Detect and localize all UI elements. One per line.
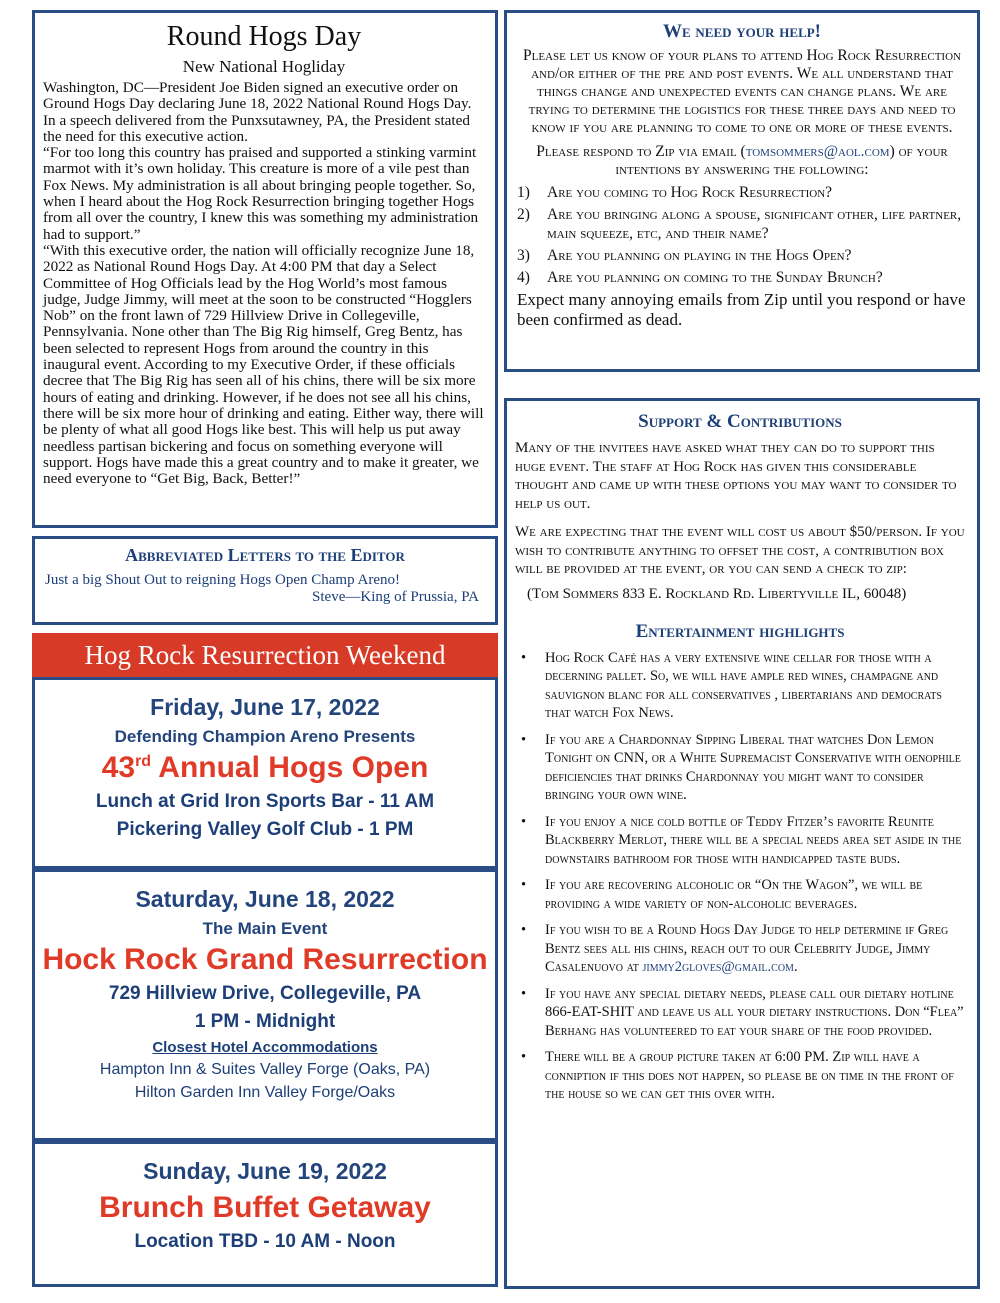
help-intro: Please let us know of your plans to attend Hog Rock Resurrection and/or either of the pre and post events. We all understand that things change and unexpected events can change plans. We are trying to determine the logistics for these three days and need to know if you are planning to come to one or more of these events. xyxy=(523,47,961,136)
question-number: 4) xyxy=(517,269,530,286)
friday-golf: Pickering Valley Golf Club - 1 PM xyxy=(116,819,414,840)
article-paragraph: Washington, DC—President Joe Biden signed an executive order on Ground Hogs Day declaring June 18, 2022 National Round Hogs Day. In a speech delivered from the Punxsutawney, PA, the President stated the need for this executive action. xyxy=(43,79,472,145)
judge-email-link[interactable]: jimmy2gloves@gmail.com xyxy=(642,959,794,975)
help-footer: Expect many annoying emails from Zip until you respond or have been confirmed as dead. xyxy=(517,290,966,329)
hotel-item: Hampton Inn & Suites Valley Forge (Oaks, PA) xyxy=(99,1061,431,1078)
list-item xyxy=(515,649,965,723)
list-item xyxy=(515,813,965,869)
bullet: • xyxy=(521,922,527,938)
article-paragraph: “With this executive order, the nation will officially recognize June 18, 2022 as National Round Hogs Day. At 4:00 PM that day a Select Committee of Hog Officials lead by the Hog World’s most famous judge, Judge Jimmy, will meet at the soon to be constructed “Hogglers Nob” on the front lawn of 729 Hillview Drive in Collegeville, Pennsylvania. None other than The Big Rig himself, Greg Bentz, has been selected to represent Hogs from around the country in this inaugural event. According to my Executive Order, if these officials decree that The Big Rig has seen all of his chins, there will be six more hours of eating and drinking. However, if he does not see all his chins, there will be six more hour of drinking and eating. Either way, there will be plenty of what all good Hogs like best. This will help us put away needless partisan bickering and focus on something everyone will support. Hogs have made this a great country and to make it greater, we need everyone to “Get Big, Back, Better!” xyxy=(43,241,484,488)
respond-text: ) of your intentions by answering the following: xyxy=(615,143,948,178)
question-item xyxy=(517,268,967,287)
letters-heading: Abbreviated Letters to the Editor xyxy=(125,545,405,565)
question-list xyxy=(517,183,967,287)
letter-text: Just a big Shout Out to reigning Hogs Open Champ Areno! xyxy=(45,572,400,588)
friday-presenter: Defending Champion Areno Presents xyxy=(114,727,416,746)
weekend-banner: Hog Rock Resurrection Weekend xyxy=(32,633,498,677)
hotel-item: Hilton Garden Inn Valley Forge/Oaks xyxy=(134,1084,396,1101)
question-number: 1) xyxy=(517,184,530,201)
saturday-date: Saturday, June 18, 2022 xyxy=(135,886,395,912)
hotel-heading: Closest Hotel Accommodations xyxy=(152,1039,378,1056)
bullet: • xyxy=(521,1049,527,1065)
list-item xyxy=(515,985,965,1041)
bullet: • xyxy=(521,649,527,666)
judge-text-end: . xyxy=(793,959,798,975)
entertainment-list xyxy=(515,649,965,1104)
list-item-text: If you have any special dietary needs, please call our dietary hotline 866-EAT-SHIT and leave us all your dietary instructions. Don “Flea” Berhang has volunteered to eat your share of the food provided. xyxy=(545,985,964,1039)
help-section xyxy=(504,10,980,372)
saturday-sub: The Main Event xyxy=(202,919,328,938)
bullet: • xyxy=(521,985,527,1002)
question-text: Are you planning on playing in the Hogs Open? xyxy=(547,247,852,264)
respond-text: Please respond to Zip via email ( xyxy=(536,143,746,160)
list-item xyxy=(515,731,965,805)
sunday-event: Brunch Buffet Getaway xyxy=(99,1191,431,1224)
support-section xyxy=(504,398,980,1289)
support-paragraph: Many of the invitees have asked what they can do to support this huge event. The staff at Hog Rock has given this considerable thought and came up with these options you may want to consider to help us out. xyxy=(515,440,957,512)
help-respond xyxy=(517,143,967,179)
article-subtitle: New National Hogliday xyxy=(182,57,346,76)
email-link[interactable]: tomsommers@aol.com xyxy=(745,143,890,160)
saturday-address: 729 Hillview Drive, Collegeville, PA xyxy=(108,983,422,1004)
question-number: 2) xyxy=(517,206,530,223)
friday-event xyxy=(35,751,495,785)
question-item xyxy=(517,183,967,202)
question-item xyxy=(517,205,967,243)
question-number: 3) xyxy=(517,247,530,264)
bullet: • xyxy=(521,813,527,830)
entertainment-heading: Entertainment highlights xyxy=(635,620,845,642)
list-item-text: There will be a group picture taken at 6:00 PM. Zip will have a conniption if this does not happen, so please be on time in the front of the house so we can get this over with. xyxy=(545,1049,954,1102)
friday-section xyxy=(32,677,498,869)
list-item-text: Hog Rock Café has a very extensive wine cellar for those with a decerning pallet. So, we will have ample red wines, champagne and sauvignon blanc for all conservatives , libertarians and democrats that watch Fox News. xyxy=(545,649,942,721)
sunday-date: Sunday, June 19, 2022 xyxy=(143,1158,387,1184)
event-number: 43 xyxy=(101,751,136,784)
event-name: Annual Hogs Open xyxy=(151,751,429,784)
saturday-event: Hock Rock Grand Resurrection xyxy=(42,943,488,976)
letters-to-editor xyxy=(32,536,498,625)
sunday-section xyxy=(32,1141,498,1287)
round-hogs-day-article xyxy=(32,10,498,528)
support-paragraph: We are expecting that the event will cost us about $50/person. If you wish to contribute anything to offset the cost, a contribution box will be provided at the event, or you can send a check to zip: xyxy=(515,524,965,577)
list-item xyxy=(515,921,965,977)
judge-text: If you wish to be a Round Hogs Day Judge to help determine if Greg Bentz sees all his chins, reach out to our Celebrity Judge, Jimmy Casalenuovo at xyxy=(545,922,949,975)
weekend-schedule xyxy=(32,633,498,1289)
question-text: Are you planning on coming to the Sunday Brunch? xyxy=(547,269,883,286)
list-item xyxy=(515,876,965,913)
list-item-text xyxy=(545,921,965,977)
letter-signature: Steve—King of Prussia, PA xyxy=(312,589,479,605)
question-text: Are you bringing along a spouse, significant other, life partner, main squeeze, etc, and their name? xyxy=(547,206,962,242)
list-item-text: If you are a Chardonnay Sipping Liberal that watches Don Lemon Tonight on CNN, or a White Supremacist Conservative with oenophile deficiencies that drinks Chardonnay you might want to consider bringing your own wine. xyxy=(545,731,961,803)
support-heading: Support & Contributions xyxy=(638,411,842,432)
list-item-text: If you enjoy a nice cold bottle of Teddy Fitzer’s favorite Reunite Blackberry Merlot, there will be a special needs area set aside in the downstairs bathroom for those with handicapped taste buds. xyxy=(545,813,962,867)
question-text: Are you coming to Hog Rock Resurrection? xyxy=(547,184,833,201)
question-item xyxy=(517,246,967,265)
mailing-address: (Tom Sommers 833 E. Rockland Rd. Libertyville IL, 60048) xyxy=(527,585,907,602)
sunday-location: Location TBD - 10 AM - Noon xyxy=(134,1231,396,1252)
event-ordinal: rd xyxy=(135,753,152,770)
article-paragraph: “For too long this country has praised and supported a stinking varmint marmot with it’s own holiday. This creature is more of a vile pest than Fox News. My administration is all about bringing people together. So, when I heard about the Hog Rock Resurrection bringing together Hogs from all over the country, I knew this was something my administration had to support.” xyxy=(43,144,479,243)
saturday-section xyxy=(32,869,498,1141)
article-title: Round Hogs Day xyxy=(166,21,362,52)
friday-date: Friday, June 17, 2022 xyxy=(150,694,380,720)
saturday-time: 1 PM - Midnight xyxy=(194,1011,336,1032)
help-heading: We need your help! xyxy=(662,21,822,42)
list-item xyxy=(515,1048,965,1104)
bullet: • xyxy=(521,877,527,893)
friday-lunch: Lunch at Grid Iron Sports Bar - 11 AM xyxy=(95,791,435,812)
bullet: • xyxy=(521,731,527,748)
list-item-text: If you are recovering alcoholic or “On the Wagon”, we will be providing a wide variety of non-alcoholic beverages. xyxy=(545,877,923,912)
